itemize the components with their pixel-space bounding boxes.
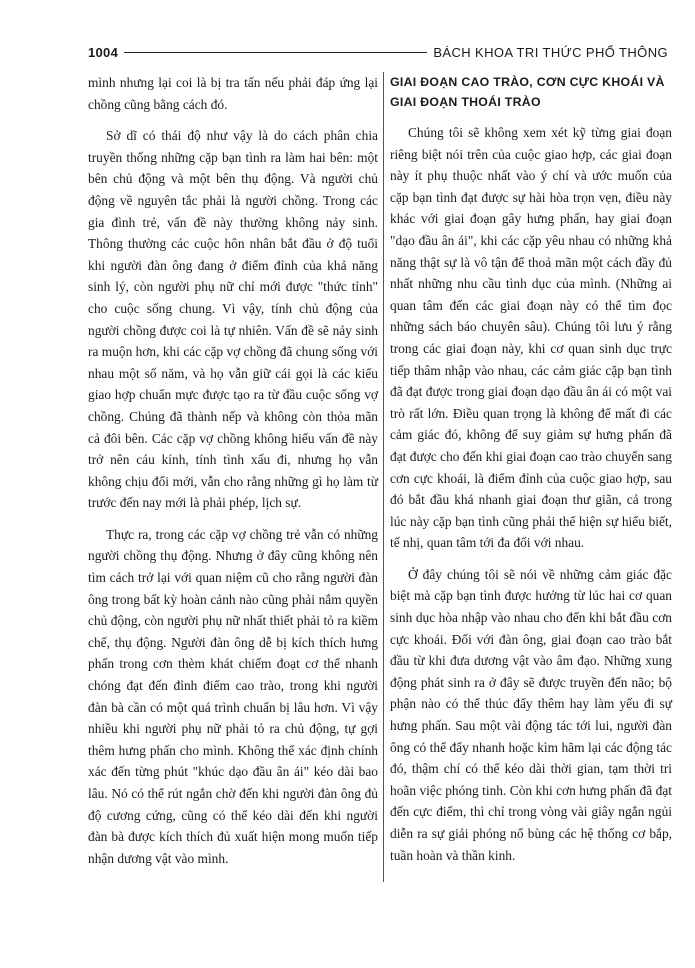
paragraph: Sở dĩ có thái độ như vậy là do cách phân chia truyền thống những cặp bạn tình ra làm hai bên: một bên chủ động và một bên thụ động. Và người chủ động về nguyên tắc phải là người chồng. Trong các gia đình trẻ, vấn đề này thường không nảy sinh. Thông thường các cuộc hôn nhân bắt đầu ở độ tuổi khi người đàn ông đang ở điểm đỉnh của khả năng sinh lý, còn người phụ nữ chỉ mới được "thức tỉnh" cho cuộc sống chung. Vì vậy, tính chủ động của người chồng được coi là tự nhiên. Vấn đề sẽ nảy sinh ra muộn hơn, khi các cặp vợ chồng đã chung sống với nhau một số năm, và họ vẫn giữ cái gọi là các kiểu giao hợp chuẩn mực được tạo ra từ đầu cuộc sống vợ chồng. Chúng đã thành nếp và không còn thỏa mãn cả đôi bên. Các cặp vợ chồng không hiểu vấn đề này trở nên cáu kính, tính tình xấu đi, nhưng họ vẫn không chịu đổi mới, vẫn cho rằng những gì họ làm từ trước đến nay mới là phải phép, lịch sự. [88, 128, 378, 511]
header-rule [124, 52, 427, 53]
paragraph: Thực ra, trong các cặp vợ chồng trẻ vẫn có những người chồng thụ động. Nhưng ở đây cũng không nên tìm cách trở lại với quan niệm cũ cho rằng người đàn ông trong bất kỳ hoàn cảnh nào cũng phải nắm quyền chủ động, còn người phụ nữ nhất thiết phải tỏ ra kiềm chế, thụ động. Người đàn ông dễ bị kích thích hưng phấn trong cơn thèm khát chiếm đoạt cơ thể nhanh chóng đạt đến đỉnh điểm cao trào, trong khi người đàn bà cần có một quá trình chuẩn bị lâu hơn. Vì vậy nhiều khi người phụ nữ phải tỏ ra chủ động, tự gợi thêm hưng phấn cho mình. Không thể xác định chính xác đến từng phút "khúc dạo đầu ân ái" kéo dài bao lâu. Nó có thể rút ngắn chờ đến khi người đàn ông đủ độ cương cứng, cũng có thể kéo dài đến khi người đàn bà được kích thích đủ xuất hiện mong muốn tiếp nhận dương vật vào mình. [88, 526, 378, 866]
paragraph: Ở đây chúng tôi sẽ nói về những cảm giác đặc biệt mà cặp bạn tình được hưởng từ lúc hai cơ quan sinh dục hòa nhập vào nhau cho đến khi bắt đầu cơn cực khoái. Đối với đàn ông, giai đoạn cao trào bắt đầu từ khi đưa dương vật vào âm đạo. Những xung động phát sinh ra ở đây sẽ được truyền đến não; bộ phận nào có thể thúc đẩy thêm hay làm yếu đi sự hưng phấn. Sau một vài động tác tới lui, người đàn ông có thể đẩy nhanh hoặc kìm hãm lại các động tác đó, thậm chí có thể kéo dài thời gian, tạm thời tri hoãn việc phóng tinh. Còn khi cơn hưng phấn đã đạt đến cực điểm, thì chỉ trong vòng vài giây ngắn ngủi diễn ra sự giải phóng nổ bùng các hệ thống cơ bắp, tuần hoàn và thần kinh. [390, 566, 672, 863]
section-heading: GIAI ĐOẠN CAO TRÀO, CƠN CỰC KHOÁI VÀ GIAI ĐOẠN THOÁI TRÀO [390, 75, 665, 109]
paragraph: Chúng tôi sẽ không xem xét kỹ từng giai đoạn riêng biệt nói trên của cuộc giao hợp, các giai đoạn này ít phụ thuộc nhất vào ý chí và ước muốn của cặp bạn tình đạt được sự hài hòa trọn vẹn, điều này khác với giai đoạn gây hưng phấn, hay giai đoạn "dạo đầu ân ái", khi các cặp yêu nhau có những khả năng thật sự là vô tận để thoả mãn một cách đầy đủ nhất những nhu cầu tình dục của mình. (Những ai quan tâm đến các giai đoạn này có thể tìm đọc những sách báo chuyên sâu). Chúng tôi lưu ý rằng trong các giai đoạn này, khi cơ quan sinh dục trực tiếp thâm nhập vào nhau, các cảm giác cặp bạn tình đã đạt được trong giai đoạn dạo đầu ân ái có một vai trò rất lớn. Điều quan trọng là không để mất đi các cảm giác đó, không để suy giảm sự hưng phấn đã đạt được cho đến khi giai đoạn cao trào chuyển sang cơn cực khoái, là điểm đỉnh của cuộc giao hợp, sau đó bắt đầu khá nhanh giai đoạn thư giãn, cả trong lúc này cặp bạn tình cũng phải thể hiện sự hiểu biết, tế nhị, quan tâm tới đa đối với nhau. [390, 125, 672, 551]
right-column [390, 72, 672, 866]
left-column [88, 72, 378, 869]
column-divider [383, 72, 384, 882]
page-header [88, 40, 668, 64]
page-number: 1004 [88, 44, 119, 60]
paragraph: mình nhưng lại coi là bị tra tấn nếu phải đáp ứng lại chồng cũng bằng cách đó. [88, 75, 378, 112]
running-head: BÁCH KHOA TRI THỨC PHỔ THÔNG [433, 44, 668, 60]
